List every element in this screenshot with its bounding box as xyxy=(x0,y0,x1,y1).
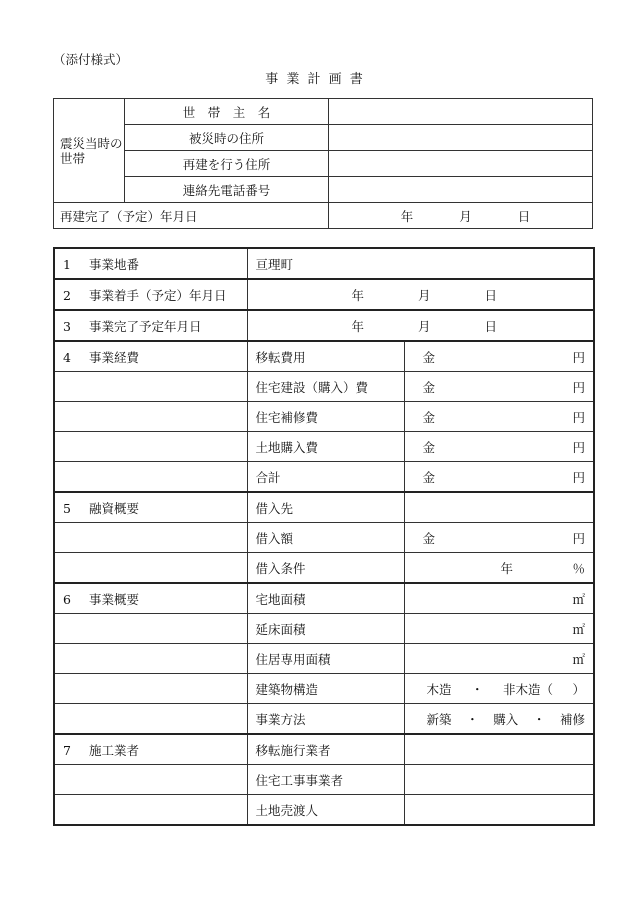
s6-item-label: 事業方法 xyxy=(247,704,404,735)
floor-area-field[interactable]: ㎡ xyxy=(404,614,594,644)
s2-label: 2 事業着手（予定）年月日 xyxy=(54,279,247,310)
phone-label: 連絡先電話番号 xyxy=(125,177,329,203)
loan-terms-field[interactable]: 年 ％ xyxy=(404,553,594,584)
relocation-contractor-field[interactable] xyxy=(404,734,594,765)
method-field[interactable]: 新築 ・ 購入 ・ 補修 xyxy=(404,704,594,735)
structure-field[interactable]: 木造 ・ 非木造（ ） xyxy=(404,674,594,704)
completion-date-field[interactable] xyxy=(329,203,593,229)
household-head-name-label: 世 帯 主 名 xyxy=(125,99,329,125)
household-group-label: 震災当時の世帯 xyxy=(54,99,125,203)
s3-date-field[interactable]: 年 月 日 xyxy=(247,310,594,341)
document-title: 事 業 計 画 書 xyxy=(265,72,365,87)
s4-item-label: 住宅建設（購入）費 xyxy=(247,372,404,402)
s7-item-label: 住宅工事事業者 xyxy=(247,765,404,795)
s4-amount-field[interactable]: 金 円 xyxy=(404,402,594,432)
s3-label: 3 事業完了予定年月日 xyxy=(54,310,247,341)
lender-field[interactable] xyxy=(404,492,594,523)
s4-amount-field[interactable]: 金 円 xyxy=(404,462,594,493)
s6-label: 6 事業概要 xyxy=(54,583,247,614)
s4-item-label: 住宅補修費 xyxy=(247,402,404,432)
disaster-address-label: 被災時の住所 xyxy=(125,125,329,151)
completion-date-label: 再建完了（予定）年月日 xyxy=(54,203,329,229)
s5-item-label: 借入条件 xyxy=(247,553,404,584)
attachment-label: （添付様式） xyxy=(53,52,129,67)
disaster-address-field[interactable] xyxy=(329,125,593,151)
land-seller-field[interactable] xyxy=(404,795,594,826)
month-suffix: 月 xyxy=(459,208,472,224)
s7-label: 7 施工業者 xyxy=(54,734,247,765)
s6-item-label: 建築物構造 xyxy=(247,674,404,704)
s4-item-label: 合計 xyxy=(247,462,404,493)
s6-item-label: 宅地面積 xyxy=(247,583,404,614)
s1-value[interactable]: 亘理町 xyxy=(247,248,594,279)
s4-amount-field[interactable]: 金 円 xyxy=(404,432,594,462)
plan-table xyxy=(53,247,595,826)
s1-label: 1 事業地番 xyxy=(54,248,247,279)
s5-item-label: 借入先 xyxy=(247,492,404,523)
s7-item-label: 移転施行業者 xyxy=(247,734,404,765)
phone-field[interactable] xyxy=(329,177,593,203)
loan-amount-field[interactable]: 金 円 xyxy=(404,523,594,553)
rebuild-address-label: 再建を行う住所 xyxy=(125,151,329,177)
year-suffix: 年 xyxy=(400,208,414,224)
s2-date-field[interactable]: 年 月 日 xyxy=(247,279,594,310)
s4-item-label: 土地購入費 xyxy=(247,432,404,462)
s5-label: 5 融資概要 xyxy=(54,492,247,523)
day-suffix: 日 xyxy=(517,208,531,224)
s4-amount-field[interactable]: 金 円 xyxy=(404,341,594,372)
s6-item-label: 延床面積 xyxy=(247,614,404,644)
s5-item-label: 借入額 xyxy=(247,523,404,553)
s4-item-label: 移転費用 xyxy=(247,341,404,372)
construction-contractor-field[interactable] xyxy=(404,765,594,795)
lot-area-field[interactable]: ㎡ xyxy=(404,583,594,614)
household-table xyxy=(53,98,593,229)
s7-item-label: 土地売渡人 xyxy=(247,795,404,826)
residential-area-field[interactable]: ㎡ xyxy=(404,644,594,674)
rebuild-address-field[interactable] xyxy=(329,151,593,177)
s6-item-label: 住居専用面積 xyxy=(247,644,404,674)
household-head-name-field[interactable] xyxy=(329,99,593,125)
s4-amount-field[interactable]: 金 円 xyxy=(404,372,594,402)
s4-label: 4 事業経費 xyxy=(54,341,247,372)
